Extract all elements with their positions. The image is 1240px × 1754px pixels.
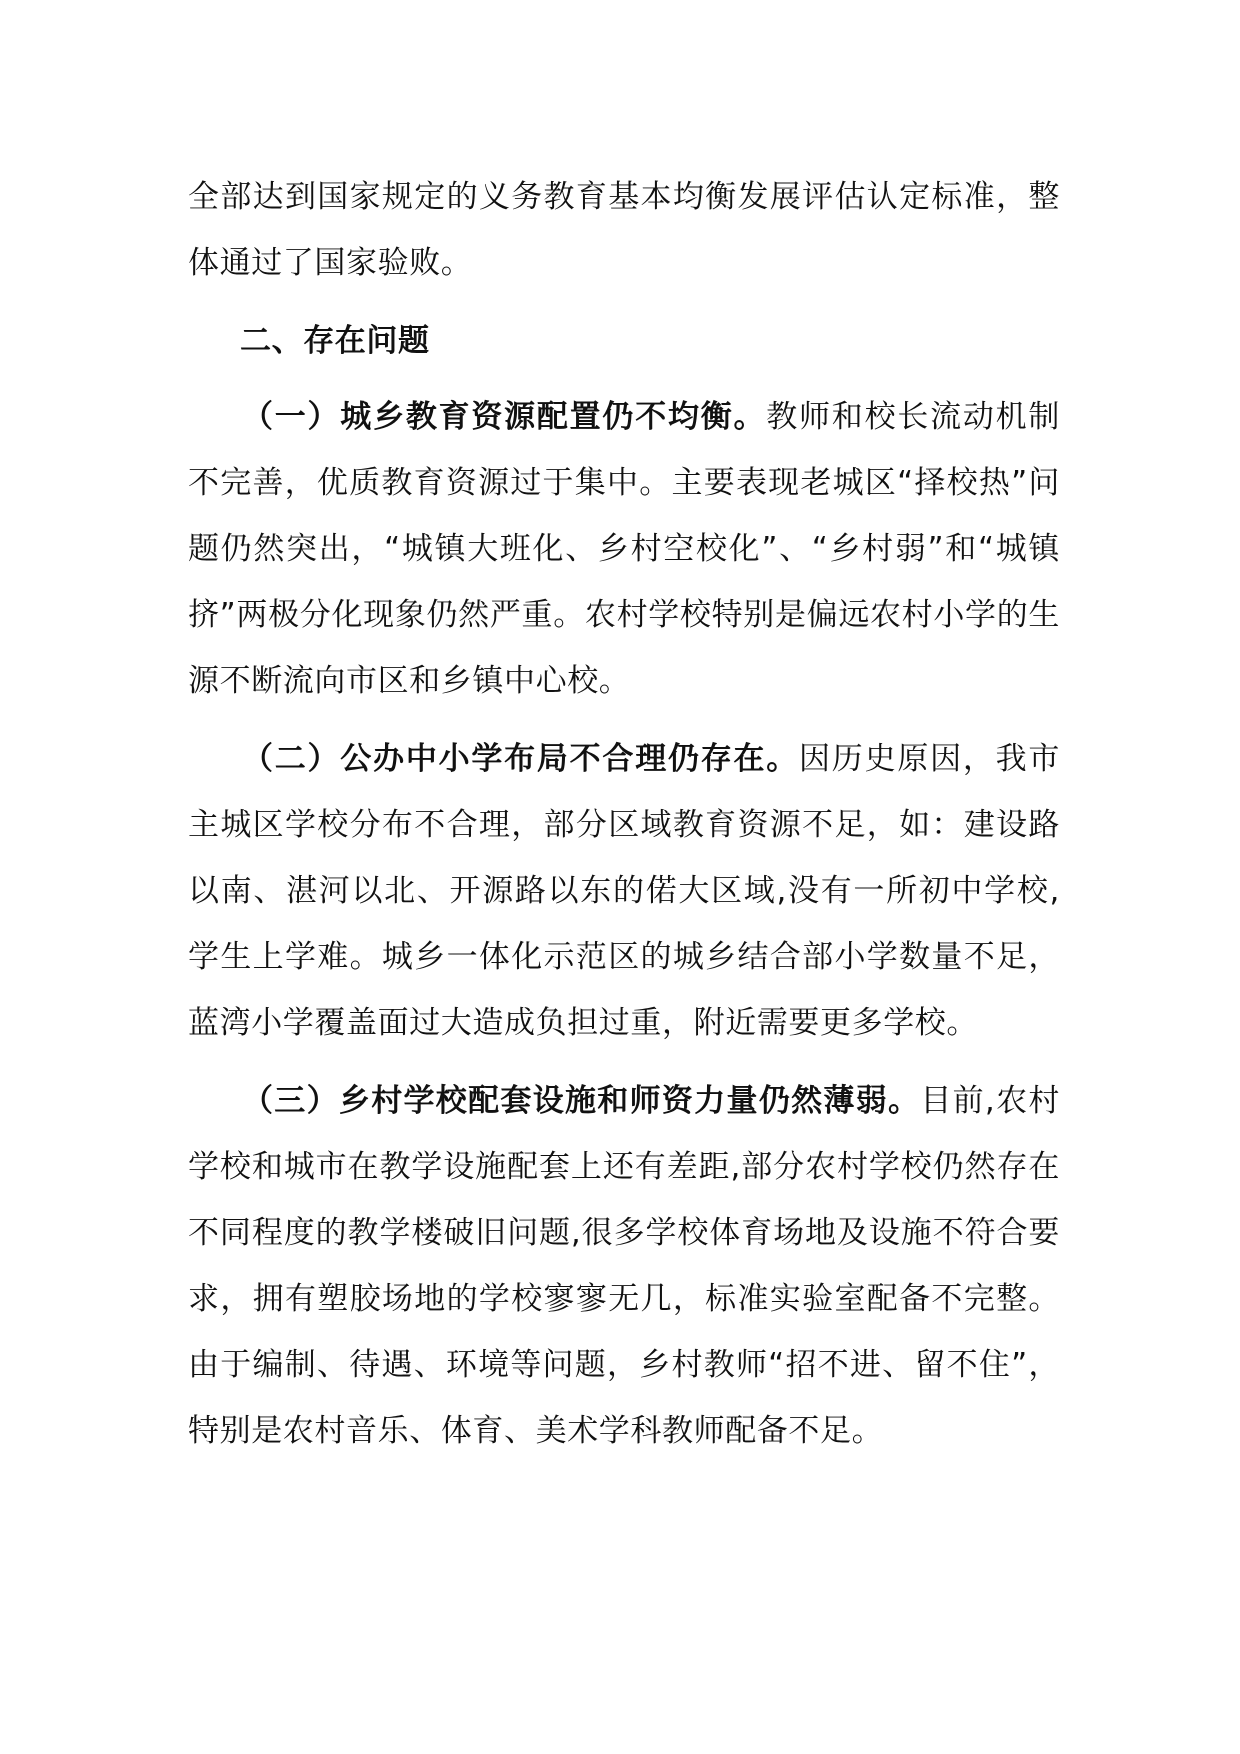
intro-continuation-text: 全部达到国家规定的义务教育基本均衡发展评估认定标准，整体通过了国家验败。 [188, 179, 1060, 281]
paragraph-issue-2 [188, 726, 1060, 1056]
paragraph-issue-1 [188, 384, 1060, 714]
paragraph-heading: （一）城乡教育资源配置仍不均衡。 [242, 399, 767, 435]
paragraph-issue-3 [188, 1068, 1060, 1464]
paragraph-heading: （三）乡村学校配套设施和师资力量仍然薄弱。 [242, 1083, 921, 1119]
paragraph-body: 目前,农村学校和城市在教学设施配套上还有差距,部分农村学校仍然存在不同程度的教学楼破旧问题,很多学校体育场地及设施不符合要求，拥有塑胶场地的学校寥寥无几，标准实验室配备不完整。由于编制、待遇、环境等问题，乡村教师“招不进、留不住”，特别是农村音乐、体育、美术学科教师配备不足。 [188, 1083, 1060, 1449]
paragraph-heading: （二）公办中小学布局不合理仍存在。 [242, 741, 800, 777]
section-heading: 二、存在问题 [240, 323, 430, 359]
paragraph-body: 教师和校长流动机制不完善，优质教育资源过于集中。主要表现老城区“择校热”问题仍然突出，“城镇大班化、乡村空校化”、“乡村弱”和“城镇挤”两极分化现象仍然严重。农村学校特别是偏远农村小学的生源不断流向市区和乡镇中心校。 [188, 399, 1060, 699]
paragraph-body: 因历史原因，我市主城区学校分布不合理，部分区域教育资源不足，如：建设路以南、湛河以北、开源路以东的偌大区域,没有一所初中学校,学生上学难。城乡一体化示范区的城乡结合部小学数量不足，蓝湾小学覆盖面过大造成负担过重，附近需要更多学校。 [188, 741, 1060, 1041]
document-page [188, 164, 1060, 1476]
